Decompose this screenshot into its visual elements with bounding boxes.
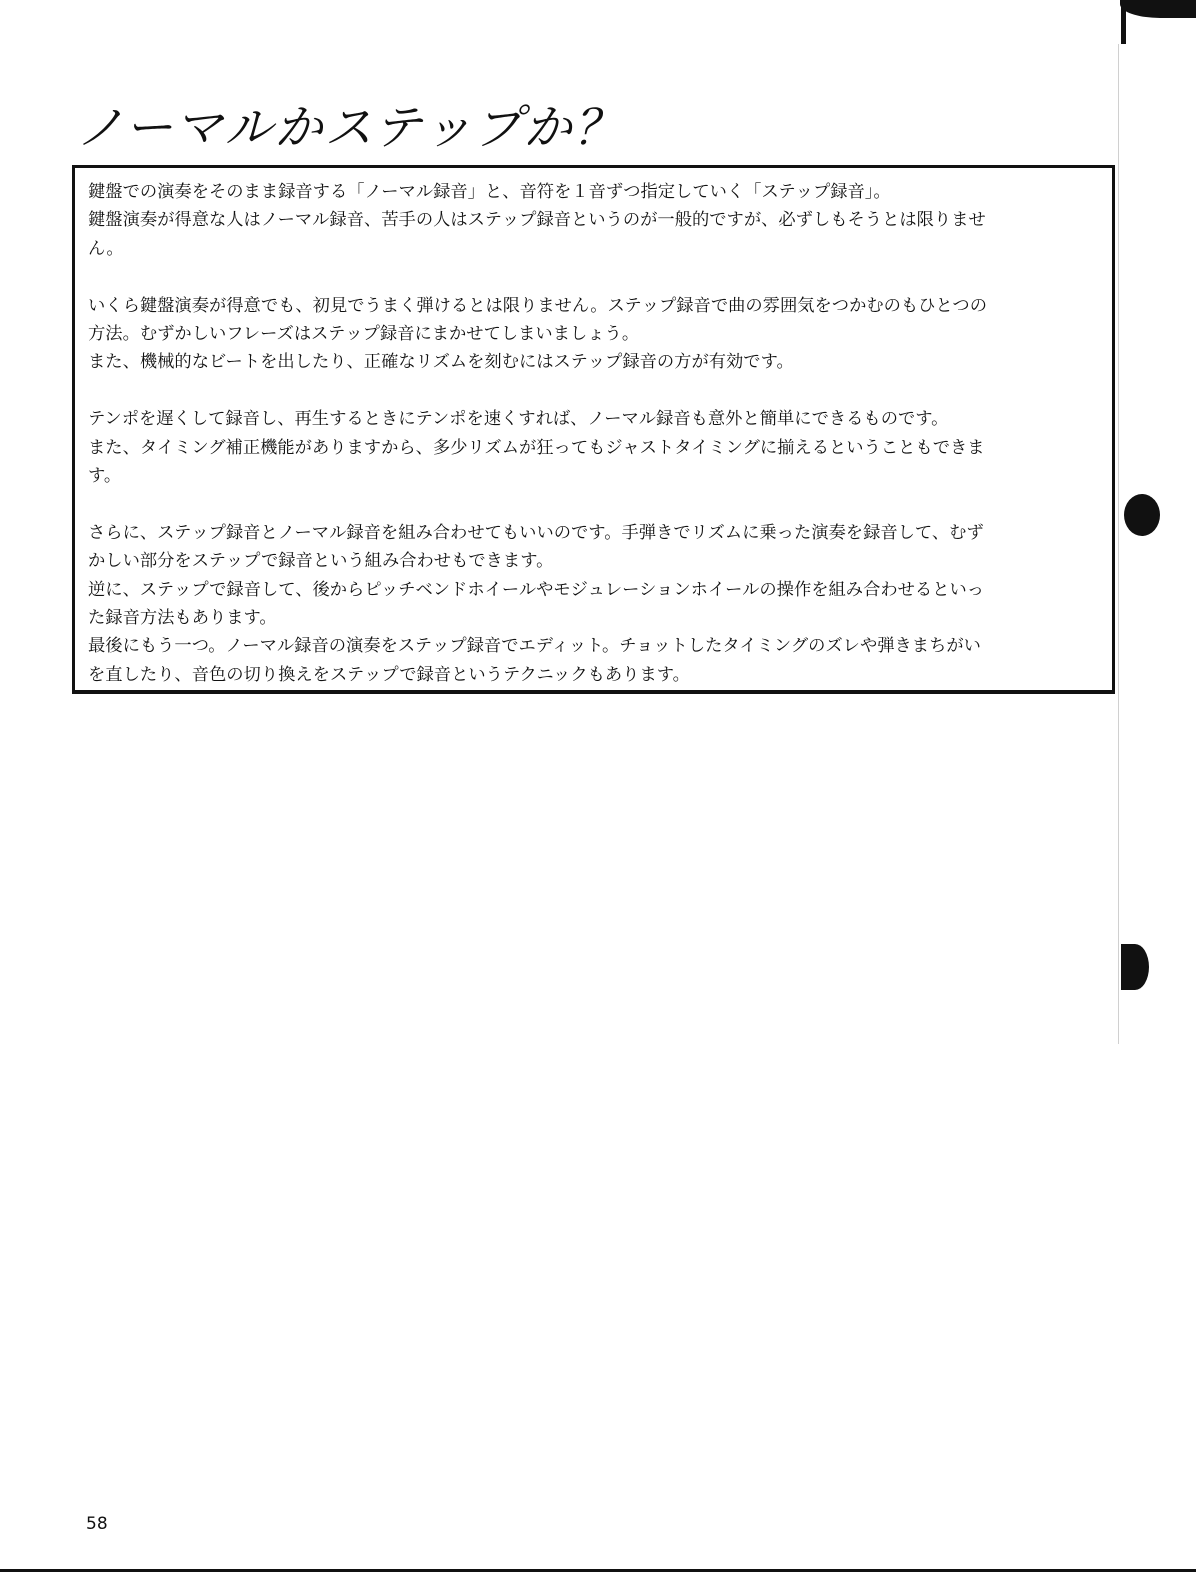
text-line: た録音方法もあります。 bbox=[88, 608, 277, 629]
text-line: かしい部分をステップで録音という組み合わせもできます。 bbox=[88, 551, 554, 572]
bottom-rule bbox=[0, 1569, 1196, 1572]
text-line: さらに、ステップ録音とノーマル録音を組み合わせてもいいのです。手弾きでリズムに乗った演奏を録音して、むず bbox=[88, 522, 984, 543]
text-line: 逆に、ステップで録音して、後からピッチベンドホイールやモジュレーションホイールの操作を組み合わせるといっ bbox=[88, 579, 985, 600]
scan-edge-line bbox=[1118, 44, 1119, 1044]
text-line: また、機械的なビートを出したり、正確なリズムを刻むにはステップ録音の方が有効です。 bbox=[88, 352, 794, 373]
text-line: 方法。むずかしいフレーズはステップ録音にまかせてしまいましょう。 bbox=[88, 324, 640, 345]
paragraph-1 bbox=[88, 178, 1106, 263]
text-line: また、タイミング補正機能がありますから、多少リズムが狂ってもジャストタイミングに揃えるということもできま bbox=[88, 437, 985, 458]
binder-hole-mark bbox=[1121, 944, 1149, 990]
text-line: を直したり、音色の切り換えをステップで録音というテクニックもあります。 bbox=[88, 664, 690, 685]
binder-hole-mark bbox=[1124, 494, 1160, 536]
paragraph-3 bbox=[88, 405, 1106, 490]
text-box bbox=[72, 165, 1115, 694]
text-line: す。 bbox=[88, 466, 122, 487]
text-line: いくら鍵盤演奏が得意でも、初見でうまく弾けるとは限りません。ステップ録音で曲の雰囲気をつかむのもひとつの bbox=[88, 295, 987, 316]
page-number: 58 bbox=[86, 1514, 108, 1534]
paragraph-4 bbox=[88, 519, 1106, 689]
page-title: ノーマルかステップか？ bbox=[76, 100, 624, 156]
text-line: 鍵盤演奏が得意な人はノーマル録音、苦手の人はステップ録音というのが一般的ですが、必ずしもそうとは限りませ bbox=[88, 210, 986, 231]
text-line: 鍵盤での演奏をそのまま録音する「ノーマル録音」と、音符を１音ずつ指定していく「ステップ録音」。 bbox=[88, 182, 891, 202]
text-line: 最後にもう一つ。ノーマル録音の演奏をステップ録音でエディット。チョットしたタイミングのズレや弾きまちがい bbox=[88, 636, 981, 657]
scan-corner-mark bbox=[1120, 0, 1196, 18]
paragraph-2 bbox=[88, 292, 1106, 377]
text-line: ん。 bbox=[88, 238, 124, 259]
scan-corner-stem bbox=[1121, 0, 1126, 44]
text-line: テンポを遅くして録音し、再生するときにテンポを速くすれば、ノーマル録音も意外と簡単にできるものです。 bbox=[88, 409, 949, 430]
